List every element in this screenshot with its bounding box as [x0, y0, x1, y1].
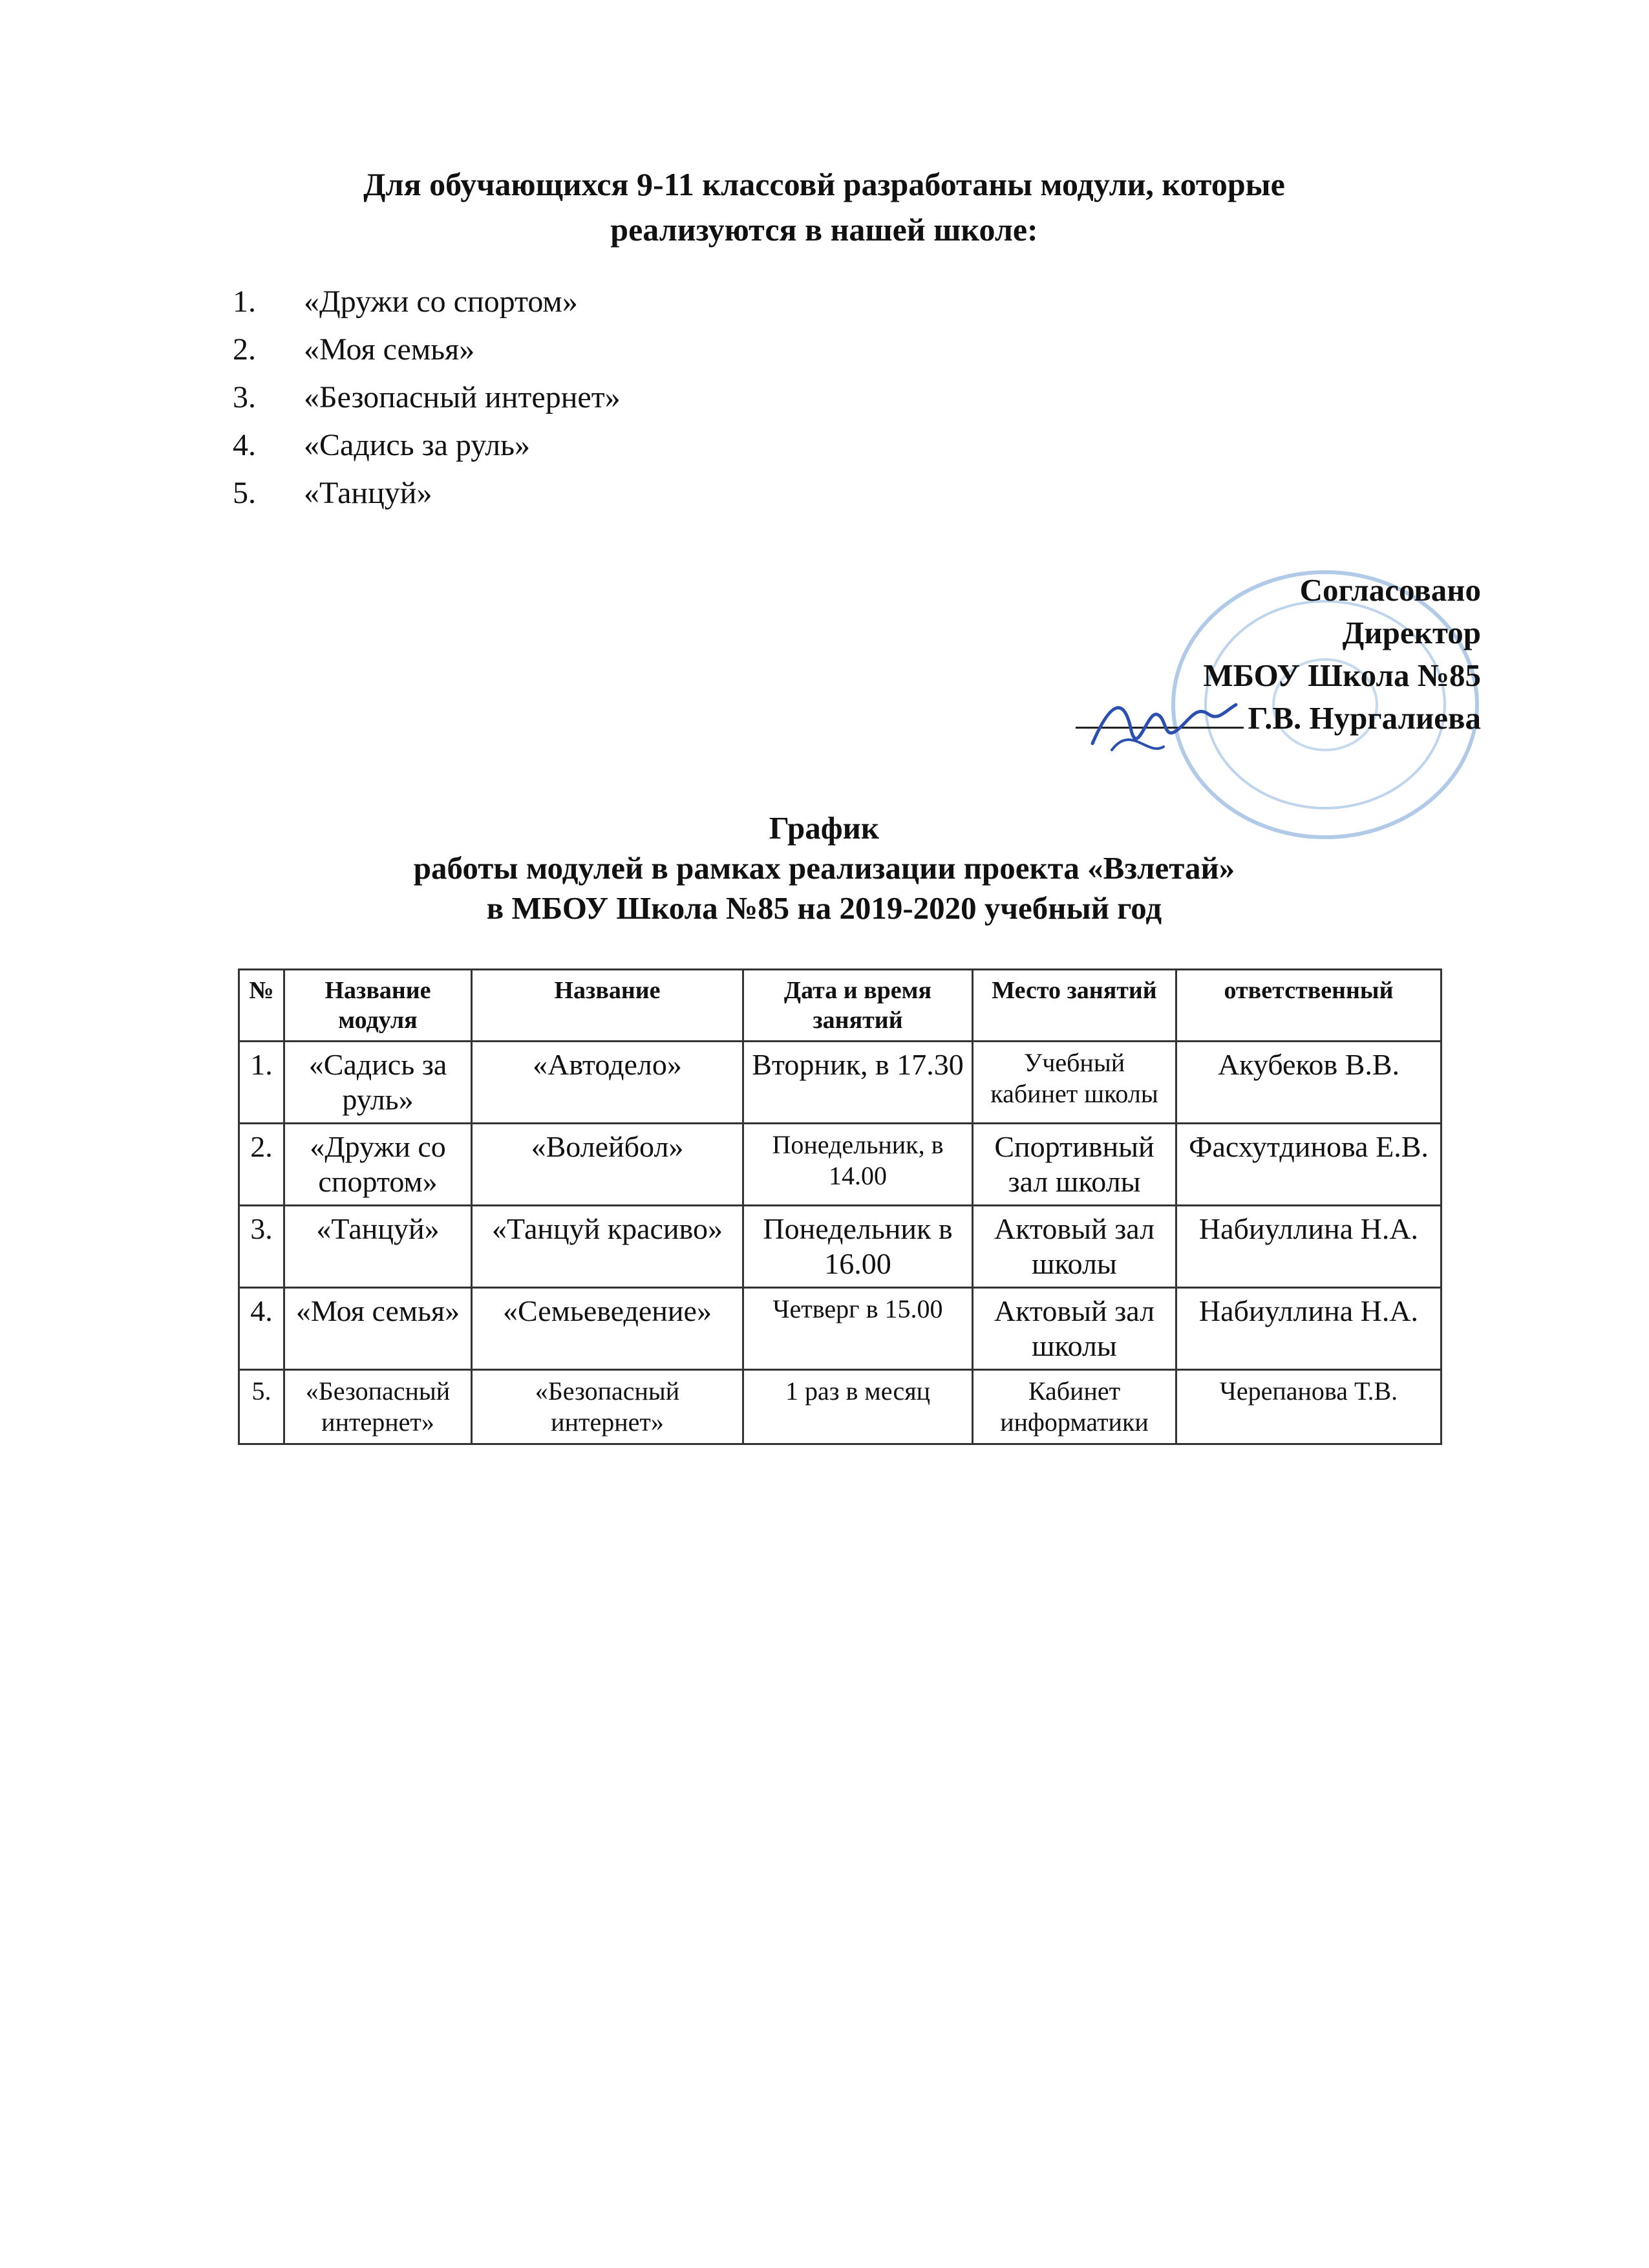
table-row [239, 1124, 1442, 1206]
list-number: 4. [233, 428, 256, 462]
schedule-table [238, 968, 1442, 1445]
list-item [233, 326, 621, 374]
table-row [239, 1206, 1442, 1288]
cell-name: «Танцуй красиво» [472, 1206, 743, 1288]
cell-name: «Безопасный интернет» [472, 1370, 743, 1444]
header-datetime: Дата и время занятий [743, 970, 973, 1042]
cell-number: 5. [239, 1370, 284, 1444]
cell-datetime: Вторник, в 17.30 [743, 1042, 973, 1124]
cell-module-name: «Безопасный интернет» [284, 1370, 472, 1444]
cell-number: 1. [239, 1042, 284, 1124]
list-number: 5. [233, 476, 256, 510]
cell-datetime: Понедельник в 16.00 [743, 1206, 973, 1288]
cell-responsible: Черепанова Т.В. [1176, 1370, 1442, 1444]
cell-place: Актовый зал школы [973, 1288, 1176, 1370]
director-signature [1086, 685, 1241, 763]
list-number: 1. [233, 284, 256, 319]
header-name: Название [472, 970, 743, 1042]
cell-number: 3. [239, 1206, 284, 1288]
approval-name: Г.В. Нургалиева [1248, 700, 1481, 736]
cell-number: 4. [239, 1288, 284, 1370]
intro-heading [194, 162, 1454, 252]
header-responsible: ответственный [1176, 970, 1442, 1042]
cell-module-name: «Садись за руль» [284, 1042, 472, 1124]
cell-place: Актовый зал школы [973, 1206, 1176, 1288]
cell-datetime: Четверг в 15.00 [743, 1288, 973, 1370]
list-item [233, 278, 621, 326]
cell-name: «Волейбол» [472, 1124, 743, 1206]
list-label: «Садись за руль» [304, 428, 530, 462]
cell-module-name: «Дружи со спортом» [284, 1124, 472, 1206]
cell-responsible: Набиуллина Н.А. [1176, 1206, 1442, 1288]
modules-list [233, 278, 621, 517]
list-number: 2. [233, 332, 256, 367]
intro-line-1: Для обучающихся 9-11 классовй разработаны модули, которые [363, 166, 1285, 202]
cell-name: «Семьеведение» [472, 1288, 743, 1370]
schedule-title-line-1: График [769, 810, 880, 846]
schedule-title-line-3: в МБОУ Школа №85 на 2019-2020 учебный год [486, 890, 1162, 926]
cell-datetime: 1 раз в месяц [743, 1370, 973, 1444]
intro-line-2: реализуются в нашей школе: [610, 211, 1038, 248]
cell-number: 2. [239, 1124, 284, 1206]
approval-position: Директор [1342, 615, 1481, 650]
table-row [239, 1370, 1442, 1444]
schedule-title-line-2: работы модулей в рамках реализации проекта «Взлетай» [413, 850, 1235, 886]
approval-agreed: Согласовано [1299, 572, 1481, 608]
table-header-row [239, 970, 1442, 1042]
table-row [239, 1288, 1442, 1370]
cell-module-name: «Моя семья» [284, 1288, 472, 1370]
header-module-name: Название модуля [284, 970, 472, 1042]
table-row [239, 1042, 1442, 1124]
cell-module-name: «Танцуй» [284, 1206, 472, 1288]
list-item [233, 374, 621, 422]
cell-place: Учебный кабинет школы [973, 1042, 1176, 1124]
list-item [233, 469, 621, 517]
list-label: «Дружи со спортом» [304, 284, 578, 319]
list-label: «Моя семья» [304, 332, 475, 367]
cell-place: Спортивный зал школы [973, 1124, 1176, 1206]
cell-responsible: Набиуллина Н.А. [1176, 1288, 1442, 1370]
list-number: 3. [233, 380, 256, 414]
list-label: «Безопасный интернет» [304, 380, 621, 414]
cell-responsible: Фасхутдинова Е.В. [1176, 1124, 1442, 1206]
list-item [233, 422, 621, 469]
header-place: Место занятий [973, 970, 1176, 1042]
cell-datetime: Понедельник, в 14.00 [743, 1124, 973, 1206]
schedule-title [194, 808, 1454, 928]
cell-responsible: Акубеков В.В. [1176, 1042, 1442, 1124]
cell-place: Кабинет информатики [973, 1370, 1176, 1444]
approval-school: МБОУ Школа №85 [1203, 658, 1481, 693]
header-number: № [239, 970, 284, 1042]
cell-name: «Автодело» [472, 1042, 743, 1124]
list-label: «Танцуй» [304, 476, 432, 510]
